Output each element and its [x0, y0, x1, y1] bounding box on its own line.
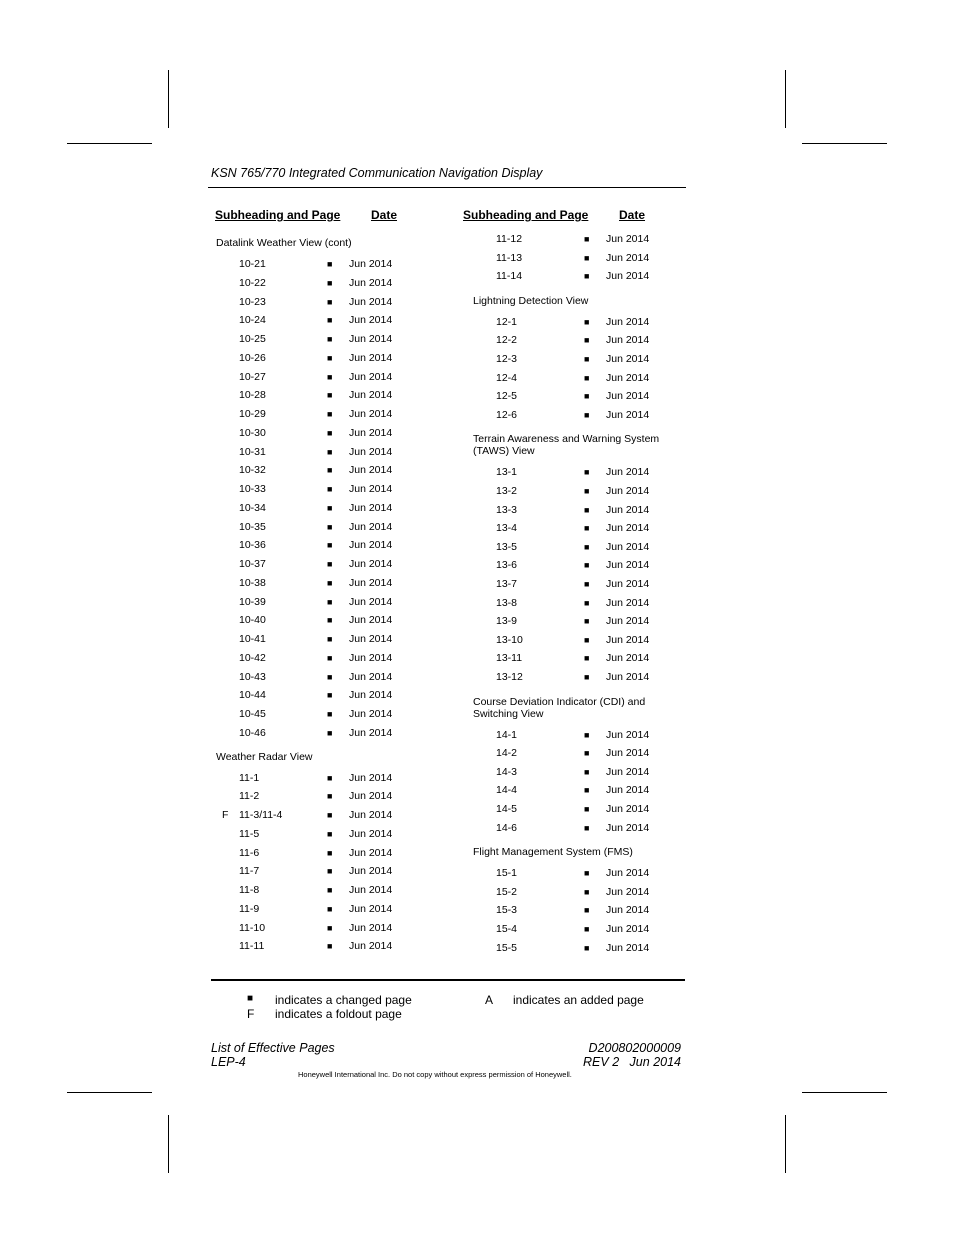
page-date: Jun 2014 [349, 389, 393, 402]
page-date: Jun 2014 [349, 276, 393, 289]
changed-marker-icon: ■ [584, 616, 590, 627]
changed-marker-icon: ■ [327, 772, 333, 783]
page-date: Jun 2014 [606, 559, 650, 572]
changed-marker-icon: ■ [584, 785, 590, 796]
page-number: 10-28 [239, 389, 266, 402]
page-number: 11-10 [239, 921, 266, 934]
changed-marker-icon: ■ [247, 993, 254, 1004]
page-number: 10-46 [239, 726, 266, 739]
changed-marker-icon: ■ [327, 296, 333, 307]
page-number: 10-26 [239, 351, 266, 364]
foldout-legend-text: indicates a foldout page [275, 1007, 402, 1021]
changed-marker-icon: ■ [584, 252, 590, 263]
changed-marker-icon: ■ [584, 504, 590, 515]
page-number: 13-2 [496, 485, 518, 497]
page-date: Jun 2014 [349, 520, 393, 533]
page-date: Jun 2014 [349, 351, 393, 364]
page-date: Jun 2014 [606, 803, 650, 815]
changed-marker-icon: ■ [327, 371, 333, 382]
page-number: 10-44 [239, 689, 266, 702]
right-subheading-header: Subheading and Page [463, 208, 589, 222]
page-date: Jun 2014 [349, 708, 393, 720]
changed-marker-icon: ■ [584, 905, 590, 916]
added-legend-text: indicates an added page [513, 993, 644, 1007]
page-date: Jun 2014 [349, 902, 393, 915]
page-date: Jun 2014 [606, 671, 650, 683]
changed-marker-icon: ■ [327, 828, 333, 839]
page-date: Jun 2014 [606, 885, 650, 898]
page-date: Jun 2014 [349, 408, 393, 420]
page-date: Jun 2014 [349, 846, 393, 859]
page-number: 10-41 [239, 633, 266, 645]
page-number: 14-1 [496, 728, 518, 741]
page-date: Jun 2014 [349, 670, 393, 683]
page-number: 10-43 [239, 670, 266, 683]
changed-marker-icon: ■ [584, 868, 590, 879]
section-title: Datalink Weather View (cont) [216, 237, 352, 249]
page-date: Jun 2014 [349, 558, 393, 570]
page-date: Jun 2014 [606, 633, 650, 646]
changed-marker-icon: ■ [584, 804, 590, 814]
page-number: 15-5 [496, 941, 518, 954]
page-date: Jun 2014 [606, 904, 650, 917]
page-date: Jun 2014 [349, 445, 393, 458]
changed-marker-icon: ■ [584, 523, 590, 534]
page-date: Jun 2014 [349, 809, 393, 821]
page-date: Jun 2014 [349, 464, 393, 477]
page-number: 13-7 [496, 578, 518, 590]
changed-marker-icon: ■ [327, 315, 333, 326]
page-date: Jun 2014 [349, 614, 393, 627]
page-flag: F [222, 809, 229, 821]
header-rule [208, 187, 686, 188]
page-date: Jun 2014 [349, 726, 393, 739]
page-date: Jun 2014 [606, 408, 650, 421]
crop-mark [67, 143, 152, 144]
page-number: 11-13 [496, 251, 523, 264]
page-date: Jun 2014 [606, 371, 650, 384]
page-number: 14-6 [496, 821, 518, 834]
page-date: Jun 2014 [349, 576, 393, 589]
page-number: 13-5 [496, 540, 518, 553]
changed-marker-icon: ■ [327, 596, 333, 607]
page-number: 11-6 [239, 846, 260, 859]
footer-left [211, 1041, 335, 1069]
right-date-header: Date [619, 208, 646, 222]
changed-marker-icon: ■ [584, 886, 590, 897]
changed-marker-icon: ■ [327, 791, 333, 802]
page-date: Jun 2014 [606, 522, 650, 535]
page-number: 12-1 [496, 315, 518, 328]
changed-marker-icon: ■ [327, 941, 333, 952]
page-number: 13-1 [496, 466, 518, 479]
copyright-notice: Honeywell International Inc. Do not copy without express permission of Honeywell. [298, 1070, 572, 1079]
page-number: 11-9 [239, 902, 260, 915]
changed-marker-icon: ■ [327, 465, 333, 476]
section-title: Course Deviation Indicator (CDI) and Switching View [473, 695, 646, 720]
changed-marker-icon: ■ [584, 597, 590, 608]
changed-marker-icon: ■ [327, 409, 333, 419]
page-number: 12-3 [496, 353, 518, 365]
footer-right [520, 1041, 681, 1069]
page-number: 10-31 [239, 445, 266, 458]
page-date: Jun 2014 [606, 652, 650, 665]
page-number: 10-29 [239, 408, 266, 420]
page-date: Jun 2014 [606, 765, 650, 778]
page-date: Jun 2014 [349, 295, 393, 308]
changed-marker-icon: ■ [584, 486, 590, 496]
changed-marker-icon: ■ [584, 748, 590, 759]
section-title: Flight Management System (FMS) [473, 846, 633, 859]
page-date: Jun 2014 [606, 334, 650, 347]
changed-marker-icon: ■ [584, 335, 590, 346]
page-date: Jun 2014 [349, 651, 393, 664]
footer-rule [211, 979, 685, 981]
crop-mark [168, 1115, 169, 1173]
changed-marker-icon: ■ [584, 271, 590, 282]
page-number: 15-2 [496, 885, 518, 898]
page-number: 13-8 [496, 596, 518, 609]
page-number: 11-14 [496, 270, 523, 283]
page-date: Jun 2014 [606, 578, 650, 590]
changed-marker-icon: ■ [327, 810, 333, 820]
page-date: Jun 2014 [606, 747, 650, 760]
page-date: Jun 2014 [606, 540, 650, 553]
page-number: 14-2 [496, 747, 518, 760]
section-title: Weather Radar View [216, 750, 313, 763]
changed-marker-icon: ■ [327, 847, 333, 858]
page-date: Jun 2014 [606, 784, 650, 797]
left-date-header: Date [371, 208, 398, 222]
changed-marker-icon: ■ [327, 903, 333, 914]
changed-marker-icon: ■ [327, 577, 333, 588]
changed-marker-icon: ■ [584, 924, 590, 934]
page-number: 13-4 [496, 522, 518, 535]
page-number: 14-4 [496, 784, 518, 797]
page-date: Jun 2014 [606, 941, 650, 954]
page-date: Jun 2014 [606, 821, 650, 834]
page-date: Jun 2014 [606, 503, 650, 516]
changed-marker-icon: ■ [327, 446, 333, 457]
page-date: Jun 2014 [349, 771, 393, 784]
page-date: Jun 2014 [349, 884, 393, 896]
page-date: Jun 2014 [606, 315, 650, 328]
changed-marker-icon: ■ [327, 352, 333, 363]
page-number: 10-35 [239, 520, 266, 533]
page-number: 11-11 [239, 940, 265, 953]
changed-marker-icon: ■ [584, 579, 590, 589]
changed-marker-icon: ■ [327, 259, 333, 269]
page-date: Jun 2014 [606, 728, 650, 741]
changed-marker-icon: ■ [584, 766, 590, 777]
changed-marker-icon: ■ [327, 615, 333, 626]
page-number: 10-24 [239, 314, 266, 327]
page-number: 10-25 [239, 333, 266, 345]
changed-marker-icon: ■ [584, 409, 590, 420]
page-date: Jun 2014 [606, 596, 650, 609]
changed-marker-icon: ■ [327, 334, 333, 344]
changed-marker-icon: ■ [584, 729, 590, 740]
changed-marker-icon: ■ [327, 690, 333, 701]
crop-mark [802, 1092, 887, 1093]
page-date: Jun 2014 [606, 233, 650, 245]
page-number: 10-32 [239, 464, 266, 477]
page-number: 10-23 [239, 295, 266, 308]
page-date: Jun 2014 [606, 615, 650, 628]
page-number: 13-11 [496, 652, 523, 665]
page-number: 11-12 [496, 233, 523, 245]
page-number: 13-3 [496, 503, 518, 516]
changed-marker-icon: ■ [327, 709, 333, 719]
page-number: 13-12 [496, 671, 523, 683]
changed-marker-icon: ■ [327, 484, 333, 494]
changed-marker-icon: ■ [327, 634, 333, 644]
page-number: 12-6 [496, 408, 518, 421]
page-number: 10-37 [239, 558, 266, 570]
page-number: 15-3 [496, 904, 518, 917]
page-number: 10-34 [239, 501, 266, 514]
changed-legend-text: indicates a changed page [275, 993, 412, 1007]
page-date: Jun 2014 [606, 251, 650, 264]
page-number: 12-5 [496, 390, 518, 403]
section-title: Terrain Awareness and Warning System (TAWS) View [473, 433, 660, 458]
section-title: Lightning Detection View [473, 294, 589, 307]
changed-marker-icon: ■ [584, 372, 590, 383]
page-number: 13-10 [496, 633, 523, 646]
page-date: Jun 2014 [349, 501, 393, 514]
page-date: Jun 2014 [349, 595, 393, 608]
page-number: 11-8 [239, 884, 260, 896]
page-date: Jun 2014 [349, 258, 393, 270]
page-number: 15-1 [496, 867, 518, 880]
changed-marker-icon: ■ [327, 427, 333, 438]
page-date: Jun 2014 [349, 426, 393, 439]
crop-mark [785, 70, 786, 128]
page-date: Jun 2014 [606, 390, 650, 403]
changed-marker-icon: ■ [327, 652, 333, 663]
changed-marker-icon: ■ [327, 885, 333, 895]
crop-mark [168, 70, 169, 128]
changed-marker-icon: ■ [327, 922, 333, 933]
changed-marker-icon: ■ [327, 866, 333, 877]
page-number: 10-38 [239, 576, 266, 589]
page-number: 12-4 [496, 371, 518, 384]
changed-marker-icon: ■ [584, 634, 590, 645]
page-number: 11-2 [239, 790, 260, 803]
page-date: Jun 2014 [349, 333, 393, 345]
changed-marker-icon: ■ [584, 653, 590, 664]
page-number: 10-21 [239, 258, 266, 270]
page-date: Jun 2014 [349, 827, 393, 840]
page-date: Jun 2014 [606, 353, 650, 365]
changed-marker-icon: ■ [327, 559, 333, 569]
page-number: 14-3 [496, 765, 518, 778]
changed-marker-icon: ■ [327, 502, 333, 513]
page-number: 10-30 [239, 426, 266, 439]
page-number: 10-42 [239, 651, 266, 664]
changed-marker-icon: ■ [327, 390, 333, 401]
added-legend-symbol: A [485, 993, 494, 1007]
page-date: Jun 2014 [349, 483, 393, 495]
page-number: 10-33 [239, 483, 266, 495]
changed-marker-icon: ■ [327, 521, 333, 532]
page-number: 10-45 [239, 708, 266, 720]
crop-mark [785, 1115, 786, 1173]
footer-doc-name: List of Effective Pages [211, 1041, 335, 1055]
page-number: 13-6 [496, 559, 518, 572]
page-number: 10-22 [239, 276, 266, 289]
page-date: Jun 2014 [349, 314, 393, 327]
document-title: KSN 765/770 Integrated Communication Navigation Display [211, 166, 543, 180]
page-date: Jun 2014 [349, 921, 393, 934]
page-number: 15-4 [496, 923, 518, 935]
changed-marker-icon: ■ [584, 560, 590, 571]
page-number: 11-3/11-4 [239, 809, 283, 821]
page-number: 12-2 [496, 334, 518, 347]
page-date: Jun 2014 [606, 923, 650, 935]
page-date: Jun 2014 [606, 867, 650, 880]
page-number: 13-9 [496, 615, 518, 628]
page-date: Jun 2014 [349, 790, 393, 803]
footer-revision: REV 2 Jun 2014 [583, 1055, 681, 1069]
crop-mark [802, 143, 887, 144]
page-date: Jun 2014 [349, 940, 393, 953]
changed-marker-icon: ■ [584, 316, 590, 327]
changed-marker-icon: ■ [584, 467, 590, 478]
changed-marker-icon: ■ [327, 671, 333, 682]
changed-marker-icon: ■ [327, 540, 333, 551]
changed-marker-icon: ■ [327, 277, 333, 288]
changed-marker-icon: ■ [584, 354, 590, 364]
page-number: 10-40 [239, 614, 266, 627]
footer-doc-number: D200802000009 [588, 1041, 681, 1055]
page-date: Jun 2014 [349, 370, 393, 383]
page-number: 10-36 [239, 539, 266, 552]
page-date: Jun 2014 [349, 539, 393, 552]
left-subheading-header: Subheading and Page [215, 208, 341, 222]
changed-marker-icon: ■ [584, 942, 590, 953]
changed-marker-icon: ■ [584, 391, 590, 402]
page-number: 11-7 [239, 865, 260, 878]
changed-marker-icon: ■ [584, 672, 590, 682]
page-date: Jun 2014 [606, 485, 650, 497]
page-number: 11-5 [239, 827, 260, 840]
page-date: Jun 2014 [606, 270, 650, 283]
page-date: Jun 2014 [349, 865, 393, 878]
foldout-legend-symbol: F [247, 1007, 255, 1021]
changed-marker-icon: ■ [584, 541, 590, 552]
page-date: Jun 2014 [606, 466, 650, 479]
page-number: 11-1 [239, 771, 260, 784]
page-number: 10-27 [239, 370, 266, 383]
page-number: 14-5 [496, 803, 518, 815]
changed-marker-icon: ■ [584, 822, 590, 833]
page-date: Jun 2014 [349, 689, 393, 702]
changed-marker-icon: ■ [584, 234, 590, 244]
crop-mark [67, 1092, 152, 1093]
footer-page-number: LEP-4 [211, 1055, 246, 1069]
page-number: 10-39 [239, 595, 266, 608]
page-date: Jun 2014 [349, 633, 393, 645]
changed-marker-icon: ■ [327, 727, 333, 738]
